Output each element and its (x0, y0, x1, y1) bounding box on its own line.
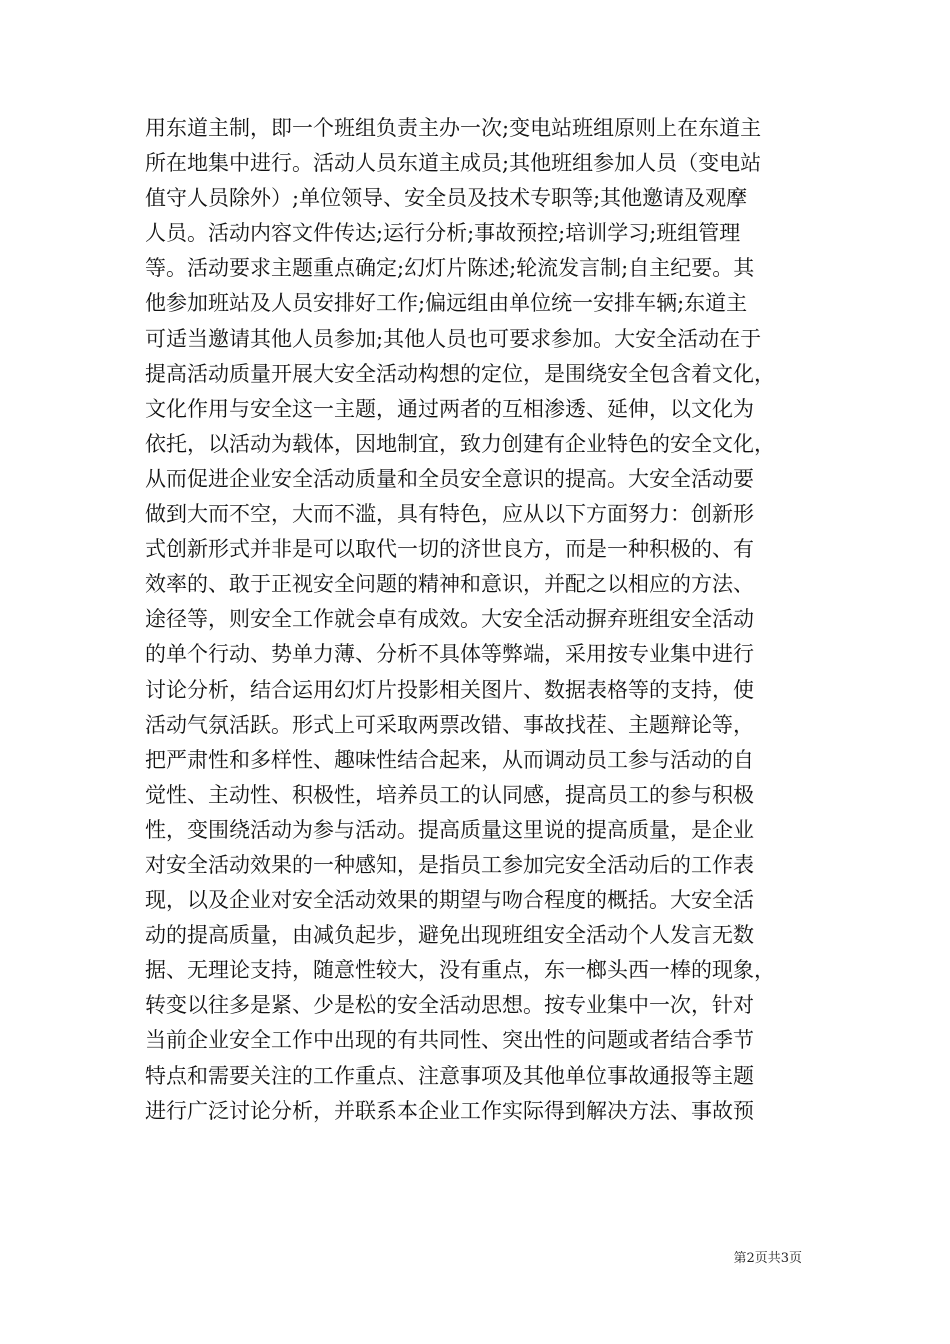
text-line: 人员。活动内容文件传达;运行分析;事故预控;培训学习;班组管理 (145, 221, 741, 246)
text-line: 等。活动要求主题重点确定;幻灯片陈述;轮流发言制;自主纪要。其 (145, 256, 755, 281)
text-line: 依托，以活动为载体，因地制宜，致力创建有企业特色的安全文化， (145, 431, 775, 456)
text-line: 动的提高质量，由减负起步，避免出现班组安全活动个人发言无数 (145, 923, 754, 948)
text-line: 转变以往多是紧、少是松的安全活动思想。按专业集中一次，针对 (145, 993, 754, 1018)
text-line: 用东道主制，即一个班组负责主办一次;变电站班组原则上在东道主 (145, 116, 762, 140)
text-line: 可适当邀请其他人员参加;其他人员也可要求参加。大安全活动在于 (145, 326, 762, 351)
text-line: 当前企业安全工作中出现的有共同性、突出性的问题或者结合季节 (145, 1028, 754, 1053)
text-line: 提高活动质量开展大安全活动构想的定位，是围绕安全包含着文化， (145, 361, 775, 386)
text-line: 做到大而不空，大而不滥，具有特色，应从以下方面努力：创新形 (145, 502, 754, 527)
text-line: 文化作用与安全这一主题，通过两者的互相渗透、延伸，以文化为 (145, 396, 754, 421)
text-line: 把严肃性和多样性、趣味性结合起来，从而调动员工参与活动的自 (145, 747, 754, 772)
text-line: 的单个行动、势单力薄、分析不具体等弊端，采用按专业集中进行 (145, 642, 754, 667)
text-line: 途径等，则安全工作就会卓有成效。大安全活动摒弃班组安全活动 (145, 607, 754, 632)
text-line: 效率的、敢于正视安全问题的精神和意识，并配之以相应的方法、 (145, 572, 754, 597)
text-line: 他参加班站及人员安排好工作;偏远组由单位统一安排车辆;东道主 (145, 291, 748, 316)
text-line: 对安全活动效果的一种感知，是指员工参加完安全活动后的工作表 (145, 852, 754, 877)
text-line: 式创新形式并非是可以取代一切的济世良方，而是一种积极的、有 (145, 537, 754, 562)
text-line: 活动气氛活跃。形式上可采取两票改错、事故找茬、主题辩论等， (145, 712, 754, 737)
text-line: 据、无理论支持，随意性较大，没有重点，东一榔头西一棒的现象， (145, 958, 775, 983)
text-line: 值守人员除外）;单位领导、安全员及技术专职等;其他邀请及观摩 (145, 186, 748, 211)
text-line: 性，变围绕活动为参与活动。提高质量这里说的提高质量，是企业 (145, 817, 754, 842)
text-line: 现，以及企业对安全活动效果的期望与吻合程度的概括。大安全活 (145, 888, 754, 913)
text-line: 觉性、主动性、积极性，培养员工的认同感，提高员工的参与积极 (145, 782, 754, 807)
page-number-label: 第2页共3页 (733, 1251, 802, 1266)
page-number (733, 1247, 802, 1266)
body-text (145, 111, 815, 1129)
text-line: 讨论分析，结合运用幻灯片投影相关图片、数据表格等的支持，使 (145, 677, 754, 702)
text-line: 所在地集中进行。活动人员东道主成员;其他班组参加人员（变电站 (145, 151, 762, 176)
text-line: 进行广泛讨论分析，并联系本企业工作实际得到解决方法、事故预 (145, 1098, 754, 1123)
text-line: 特点和需要关注的工作重点、注意事项及其他单位事故通报等主题 (145, 1063, 754, 1088)
text-line: 从而促进企业安全活动质量和全员安全意识的提高。大安全活动要 (145, 466, 754, 491)
